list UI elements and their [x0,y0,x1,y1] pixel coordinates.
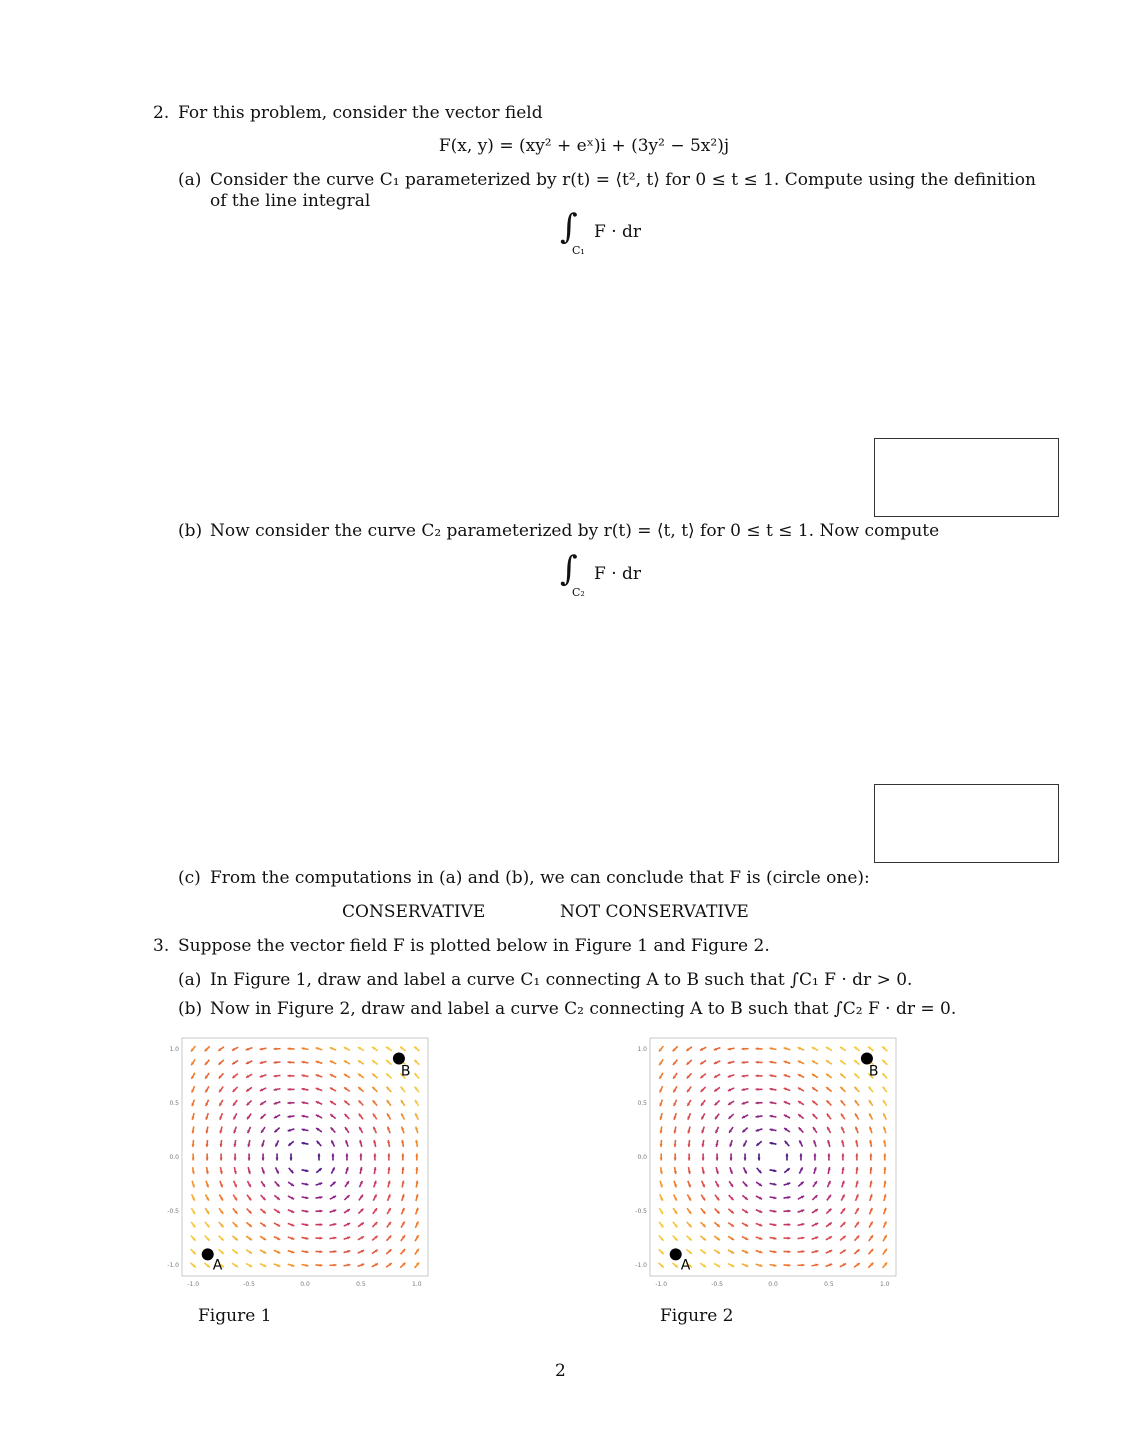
part-2b-label: (b) [178,521,203,541]
part-3a-label: (a) [178,970,202,990]
y-tick-label: 1.0 [169,1045,179,1053]
y-tick-label: -0.5 [635,1208,647,1216]
vector-field-equation: F(x, y) = (xy² + eˣ)i + (3y² − 5x²)j [438,136,730,156]
line-integral-c2 [560,549,642,599]
x-tick-label: -0.5 [711,1281,723,1288]
y-tick-label: -0.5 [167,1208,179,1216]
x-tick-label: 0.0 [768,1281,778,1288]
vector-field-plot-1[interactable] [160,1035,440,1305]
integrand: F · dr [594,564,642,584]
y-tick-label: 0.0 [169,1154,179,1161]
y-tick-label: -1.0 [167,1262,179,1270]
x-tick-label: 0.5 [356,1281,366,1288]
x-tick-label: 0.5 [824,1281,834,1288]
point-a-label: A [680,1257,691,1274]
integral-sign: ∫ [560,549,578,589]
answer-box-2a[interactable] [874,438,1059,517]
part-3b-text: Now in Figure 2, draw and label a curve C₂ connecting A to B such that ∫C₂ F · dr = 0. [210,999,957,1019]
figure-1-caption: Figure 1 [198,1306,272,1326]
y-tick-label: 0.0 [637,1154,647,1161]
option-conservative[interactable]: CONSERVATIVE [342,902,486,922]
option-not-conservative[interactable]: NOT CONSERVATIVE [560,902,749,922]
integrand: F · dr [594,222,642,242]
point-a-label: A [212,1257,223,1274]
x-tick-label: -0.5 [243,1281,255,1288]
x-tick-label: 1.0 [880,1281,890,1288]
y-tick-label: 0.5 [169,1099,179,1107]
y-tick-label: -1.0 [635,1262,647,1270]
y-tick-label: 0.5 [637,1099,647,1107]
part-3b-label: (b) [178,999,203,1019]
part-2c-text: From the computations in (a) and (b), we can conclude that F is (circle one): [210,868,870,888]
figure-2-caption: Figure 2 [660,1306,734,1326]
point-b-label: B [400,1063,411,1080]
x-tick-label: -1.0 [187,1281,200,1288]
line-integral-c1 [560,207,642,257]
x-tick-label: 1.0 [412,1281,422,1288]
part-2a-text-line1: Consider the curve C₁ parameterized by r(t) = ⟨t², t⟩ for 0 ≤ t ≤ 1. Compute using the definition [210,170,1036,190]
integral-sign: ∫ [560,207,578,247]
vector-field-plot-2[interactable] [628,1035,908,1305]
answer-box-2b[interactable] [874,784,1059,863]
part-3a-text: In Figure 1, draw and label a curve C₁ connecting A to B such that ∫C₁ F · dr > 0. [210,970,913,990]
part-2a-label: (a) [178,170,202,190]
page-number: 2 [555,1361,566,1381]
part-2b-text-line1: Now consider the curve C₂ parameterized by r(t) = ⟨t, t⟩ for 0 ≤ t ≤ 1. Now compute [210,521,940,541]
problem-3-intro: Suppose the vector field F is plotted below in Figure 1 and Figure 2. [178,936,770,956]
y-tick-label: 1.0 [637,1045,647,1053]
part-2c-label: (c) [178,868,201,888]
integral-subscript: C₁ [572,244,585,257]
x-tick-label: -1.0 [655,1281,668,1288]
plot-frame [182,1038,428,1276]
problem-2-intro: For this problem, consider the vector field [178,103,543,123]
integral-subscript: C₂ [572,586,585,599]
plot-frame [650,1038,896,1276]
point-b-label: B [868,1063,879,1080]
problem-3-number: 3. [153,936,170,956]
part-2a-text-line2: of the line integral [210,191,371,211]
problem-2-number: 2. [153,103,170,123]
x-tick-label: 0.0 [300,1281,310,1288]
